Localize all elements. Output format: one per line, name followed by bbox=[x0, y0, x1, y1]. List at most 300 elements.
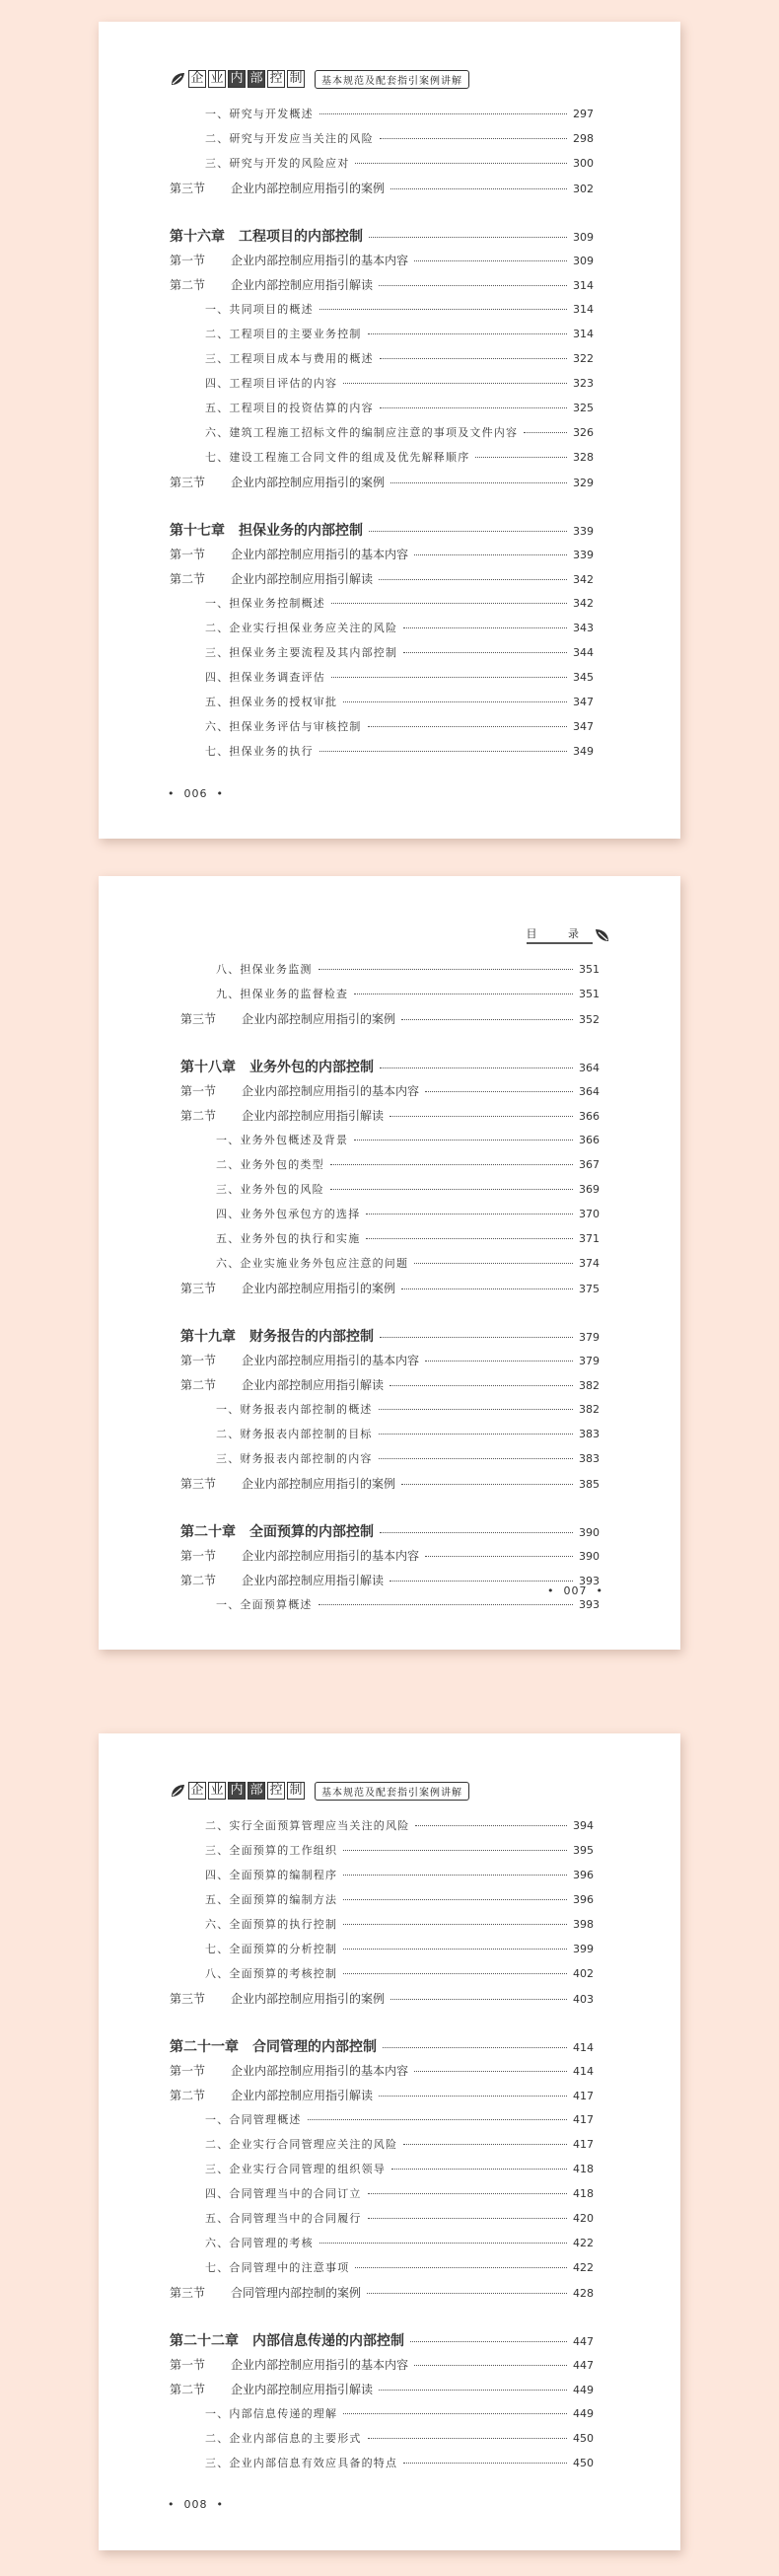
dot-leader bbox=[308, 2119, 567, 2120]
toc-page-number: 322 bbox=[573, 352, 594, 365]
dot-leader bbox=[368, 2193, 567, 2194]
toc-entry-title: 六、企业实施业务外包应注意的问题 bbox=[216, 1257, 409, 1270]
toc-item-row bbox=[180, 1401, 600, 1426]
toc-item-row bbox=[170, 1891, 594, 1916]
dot-leader bbox=[379, 285, 567, 286]
toc-chapter-row bbox=[170, 226, 594, 252]
dot-leader bbox=[401, 1019, 573, 1020]
dot-leader bbox=[343, 1924, 567, 1925]
toc-page-number: 326 bbox=[573, 426, 594, 439]
toc-section-row bbox=[170, 570, 594, 595]
toc-item-row bbox=[180, 1450, 600, 1475]
toc-entry-title: 三、研究与开发的风险应对 bbox=[205, 157, 350, 170]
toc-section-row bbox=[170, 2284, 594, 2309]
toc-page-number: 339 bbox=[573, 549, 594, 561]
toc-entry-title: 二、工程项目的主要业务控制 bbox=[205, 328, 362, 340]
toc-entry-title: 一、共同项目的概述 bbox=[205, 303, 314, 316]
page-number-value: 006 bbox=[183, 787, 208, 800]
dot-leader bbox=[366, 1238, 573, 1239]
toc-page-number: 325 bbox=[573, 402, 594, 414]
toc-item-row bbox=[170, 130, 594, 155]
dot-leader bbox=[425, 1091, 573, 1092]
toc-item-row bbox=[170, 2136, 594, 2161]
toc-entry-title: 五、工程项目的投资估算的内容 bbox=[205, 402, 374, 414]
toc-entry-title: 第十七章 担保业务的内部控制 bbox=[170, 523, 363, 539]
toc-entry-title: 七、建设工程施工合同文件的组成及优先解释顺序 bbox=[205, 451, 470, 464]
toc-page-number: 367 bbox=[579, 1158, 600, 1171]
toc-entry-title: 企业内部控制应用指引的案例 bbox=[242, 1477, 396, 1491]
toc-chapter-row bbox=[180, 1326, 600, 1352]
dot-leader bbox=[379, 1458, 573, 1459]
dot-leader bbox=[380, 407, 567, 408]
dot-leader bbox=[403, 2463, 567, 2464]
toc-section-number: 第三节 bbox=[170, 476, 206, 489]
toc-entry-title: 企业内部控制应用指引的基本内容 bbox=[242, 1354, 420, 1367]
toc-item-row bbox=[170, 350, 594, 375]
toc-section-number: 第一节 bbox=[170, 2064, 206, 2078]
toc-section-number: 第三节 bbox=[180, 1282, 217, 1295]
toc-entry-title: 三、业务外包的风险 bbox=[216, 1183, 324, 1196]
toc-item-row bbox=[180, 1255, 600, 1280]
toc-page-number: 366 bbox=[579, 1134, 600, 1146]
toc-section-row bbox=[180, 1082, 600, 1107]
dot-leader bbox=[368, 2438, 567, 2439]
toc-entry-title: 五、全面预算的编制方法 bbox=[205, 1893, 338, 1906]
toc-item-row bbox=[170, 595, 594, 620]
toc-page-number: 364 bbox=[579, 1062, 600, 1074]
dot-leader bbox=[390, 1385, 573, 1386]
toc-entry-title: 第二十二章 内部信息传递的内部控制 bbox=[170, 2333, 404, 2349]
toc-entry-title: 六、建筑工程施工招标文件的编制应注意的事项及文件内容 bbox=[205, 426, 519, 439]
toc-entry-title: 企业内部控制应用指引解读 bbox=[231, 572, 374, 586]
toc-entry-title: 五、业务外包的执行和实施 bbox=[216, 1232, 361, 1245]
running-header bbox=[527, 925, 614, 944]
toc-entry-title: 六、担保业务评估与审核控制 bbox=[205, 720, 362, 733]
toc-section-row bbox=[180, 1376, 600, 1401]
toc-page-number: 447 bbox=[573, 2335, 594, 2348]
toc-entry-title: 四、业务外包承包方的选择 bbox=[216, 1208, 361, 1220]
dot-leader bbox=[343, 1949, 567, 1950]
toc-entry-title: 第十八章 业务外包的内部控制 bbox=[180, 1060, 374, 1075]
toc-page-number: 370 bbox=[579, 1208, 600, 1220]
title-char: 内 bbox=[228, 1782, 246, 1800]
toc-section-row bbox=[180, 1280, 600, 1304]
toc-page-number: 314 bbox=[573, 328, 594, 340]
toc-item-row bbox=[170, 2111, 594, 2136]
toc-section-row bbox=[180, 1352, 600, 1376]
dot-leader bbox=[401, 1288, 573, 1289]
toc-section-number: 第二节 bbox=[170, 278, 206, 292]
toc-item-row bbox=[180, 1132, 600, 1156]
dot-leader bbox=[369, 237, 567, 238]
toc-entry-title: 企业内部控制应用指引的案例 bbox=[231, 182, 386, 195]
toc-page-number: 382 bbox=[579, 1403, 600, 1416]
leaf-logo-icon bbox=[170, 71, 185, 87]
toc-entry-title: 三、工程项目成本与费用的概述 bbox=[205, 352, 374, 365]
toc-page-number: 309 bbox=[573, 231, 594, 244]
dot-leader bbox=[343, 1973, 567, 1974]
book-page-008 bbox=[99, 1733, 680, 2550]
book-title-boxes bbox=[188, 1782, 307, 1800]
dot-leader bbox=[414, 1263, 573, 1264]
dot-leader bbox=[369, 531, 567, 532]
toc-section-row bbox=[170, 2381, 594, 2405]
toc-entry-title: 企业内部控制应用指引的基本内容 bbox=[231, 254, 409, 267]
title-char: 控 bbox=[267, 70, 285, 88]
title-char: 内 bbox=[228, 70, 246, 88]
toc-entry-title: 四、全面预算的编制程序 bbox=[205, 1869, 338, 1881]
book-page-006 bbox=[99, 22, 680, 839]
dot-leader bbox=[379, 2390, 567, 2391]
toc-entry-title: 二、实行全面预算管理应当关注的风险 bbox=[205, 1819, 410, 1832]
toc-item-row bbox=[170, 2430, 594, 2455]
toc-item-row bbox=[170, 694, 594, 718]
toc-section-row bbox=[170, 2087, 594, 2111]
toc-page-number: 300 bbox=[573, 157, 594, 170]
toc-item-row bbox=[180, 1206, 600, 1230]
toc-section-row bbox=[170, 180, 594, 204]
toc-entry-title: 企业内部控制应用指引的基本内容 bbox=[242, 1549, 420, 1563]
toc-list bbox=[170, 1817, 594, 2479]
toc-item-row bbox=[170, 620, 594, 644]
dot-leader bbox=[380, 138, 567, 139]
toc-page-number: 393 bbox=[579, 1575, 600, 1587]
toc-entry-title: 六、合同管理的考核 bbox=[205, 2237, 314, 2249]
toc-entry-title: 一、担保业务控制概述 bbox=[205, 597, 325, 610]
toc-section-number: 第一节 bbox=[170, 254, 206, 267]
toc-item-row bbox=[170, 400, 594, 424]
toc-entry-title: 第十六章 工程项目的内部控制 bbox=[170, 229, 363, 245]
toc-page-number: 450 bbox=[573, 2432, 594, 2445]
toc-page-number: 395 bbox=[573, 1844, 594, 1857]
dot-leader bbox=[319, 751, 567, 752]
toc-entry-title: 二、财务报表内部控制的目标 bbox=[216, 1428, 373, 1440]
toc-page-number: 343 bbox=[573, 622, 594, 634]
toc-section-number: 第二节 bbox=[180, 1574, 217, 1587]
toc-section-number: 第一节 bbox=[170, 548, 206, 561]
toc-page-number: 364 bbox=[579, 1085, 600, 1098]
title-char: 企 bbox=[188, 1782, 206, 1800]
toc-entry-title: 第二十一章 合同管理的内部控制 bbox=[170, 2039, 377, 2055]
toc-page-number: 422 bbox=[573, 2237, 594, 2249]
toc-entry-title: 八、担保业务监测 bbox=[216, 963, 313, 976]
dot-leader bbox=[401, 1484, 573, 1485]
toc-page-number: 447 bbox=[573, 2359, 594, 2372]
toc-item-row bbox=[180, 1181, 600, 1206]
toc-page-number: 369 bbox=[579, 1183, 600, 1196]
dot-leader bbox=[414, 2365, 567, 2366]
title-char: 制 bbox=[287, 1782, 305, 1800]
toc-section-row bbox=[170, 546, 594, 570]
toc-entry-title: 企业内部控制应用指引解读 bbox=[231, 278, 374, 292]
dot-leader bbox=[343, 1875, 567, 1876]
toc-page-number: 314 bbox=[573, 279, 594, 292]
toc-section-row bbox=[180, 1475, 600, 1500]
toc-entry-title: 四、合同管理当中的合同订立 bbox=[205, 2187, 362, 2200]
toc-item-row bbox=[170, 2235, 594, 2259]
toc-section-number: 第二节 bbox=[170, 572, 206, 586]
toc-item-row bbox=[180, 1156, 600, 1181]
toc-item-row bbox=[170, 644, 594, 669]
toc-page-number: 329 bbox=[573, 477, 594, 489]
toc-page-number: 309 bbox=[573, 255, 594, 267]
dot-leader bbox=[379, 2096, 567, 2097]
toc-entry-title: 企业内部控制应用指引的案例 bbox=[231, 476, 386, 489]
running-header bbox=[170, 69, 469, 89]
dot-leader bbox=[367, 2293, 567, 2294]
dot-leader bbox=[330, 1189, 573, 1190]
dot-leader bbox=[319, 113, 567, 114]
toc-entry-title: 一、业务外包概述及背景 bbox=[216, 1134, 349, 1146]
toc-page-number: 418 bbox=[573, 2163, 594, 2175]
book-subtitle: 基本规范及配套指引案例讲解 bbox=[315, 70, 469, 89]
dot-leader bbox=[343, 1899, 567, 1900]
toc-item-row bbox=[180, 1596, 600, 1621]
title-char: 部 bbox=[248, 1782, 265, 1800]
page-number: • 008 • bbox=[168, 2498, 224, 2511]
toc-entry-title: 企业内部控制应用指引的案例 bbox=[242, 1282, 396, 1295]
toc-section-number: 第二节 bbox=[170, 2089, 206, 2102]
toc-entry-title: 四、担保业务调查评估 bbox=[205, 671, 325, 684]
leaf-logo-icon bbox=[595, 927, 610, 943]
toc-page-number: 366 bbox=[579, 1110, 600, 1123]
toc-section-row bbox=[170, 252, 594, 276]
toc-section-row bbox=[170, 2062, 594, 2087]
toc-section-number: 第三节 bbox=[180, 1012, 217, 1026]
toc-page-number: 352 bbox=[579, 1013, 600, 1026]
toc-page-number: 417 bbox=[573, 2090, 594, 2102]
toc-page-number: 390 bbox=[579, 1526, 600, 1539]
dot-leader bbox=[403, 627, 567, 628]
toc-page-number: 342 bbox=[573, 573, 594, 586]
toc-page-number: 398 bbox=[573, 1918, 594, 1931]
toc-chapter-row bbox=[180, 1057, 600, 1082]
dot-leader bbox=[524, 432, 567, 433]
toc-item-row bbox=[170, 2161, 594, 2185]
toc-page-number: 393 bbox=[579, 1598, 600, 1611]
dot-leader bbox=[475, 457, 567, 458]
toc-entry-title: 一、合同管理概述 bbox=[205, 2113, 302, 2126]
toc-item-row bbox=[170, 375, 594, 400]
dot-leader bbox=[379, 1409, 573, 1410]
toc-item-row bbox=[170, 301, 594, 326]
toc-list bbox=[180, 961, 600, 1621]
running-header bbox=[170, 1781, 469, 1801]
toc-item-row bbox=[170, 106, 594, 130]
toc-page-number: 414 bbox=[573, 2065, 594, 2078]
toc-entry-title: 五、合同管理当中的合同履行 bbox=[205, 2212, 362, 2225]
dot-leader bbox=[319, 969, 573, 970]
dot-leader bbox=[414, 260, 567, 261]
toc-item-row bbox=[170, 718, 594, 743]
toc-section-number: 第二节 bbox=[180, 1378, 217, 1392]
dot-leader bbox=[331, 603, 567, 604]
dot-leader bbox=[368, 333, 567, 334]
title-char: 业 bbox=[208, 70, 226, 88]
dot-leader bbox=[355, 163, 567, 164]
dot-leader bbox=[390, 1999, 567, 2000]
toc-page-number: 383 bbox=[579, 1428, 600, 1440]
leaf-logo-icon bbox=[170, 1783, 185, 1799]
dot-leader bbox=[319, 1604, 573, 1605]
toc-section-row bbox=[180, 1572, 600, 1596]
dot-leader bbox=[425, 1556, 573, 1557]
title-char: 业 bbox=[208, 1782, 226, 1800]
page-number: • 006 • bbox=[168, 787, 224, 800]
toc-section-number: 第三节 bbox=[170, 2286, 206, 2300]
toc-section-row bbox=[170, 2356, 594, 2381]
dot-leader bbox=[354, 1140, 573, 1141]
dot-leader bbox=[343, 383, 567, 384]
toc-entry-title: 二、企业实行合同管理应关注的风险 bbox=[205, 2138, 398, 2151]
dot-leader bbox=[410, 2341, 567, 2342]
dot-leader bbox=[368, 2218, 567, 2219]
toc-page-number: 375 bbox=[579, 1283, 600, 1295]
toc-entry-title: 三、企业实行合同管理的组织领导 bbox=[205, 2163, 386, 2175]
dot-leader bbox=[319, 309, 567, 310]
toc-chapter-row bbox=[170, 2036, 594, 2062]
dot-leader bbox=[331, 677, 567, 678]
toc-section-number: 第一节 bbox=[180, 1354, 217, 1367]
toc-page-number: 374 bbox=[579, 1257, 600, 1270]
toc-item-row bbox=[180, 986, 600, 1010]
dot-leader bbox=[343, 1850, 567, 1851]
toc-section-row bbox=[180, 1107, 600, 1132]
dot-leader bbox=[383, 2047, 567, 2048]
toc-page-number: 394 bbox=[573, 1819, 594, 1832]
title-char: 控 bbox=[267, 1782, 285, 1800]
toc-section-row bbox=[170, 1990, 594, 2015]
toc-section-row bbox=[170, 276, 594, 301]
dot-leader bbox=[380, 1067, 573, 1068]
toc-entry-title: 第十九章 财务报告的内部控制 bbox=[180, 1329, 374, 1345]
dot-leader bbox=[390, 482, 567, 483]
dot-leader bbox=[355, 2267, 567, 2268]
title-char: 制 bbox=[287, 70, 305, 88]
toc-item-row bbox=[180, 961, 600, 986]
toc-page-number: 345 bbox=[573, 671, 594, 684]
toc-entry-title: 三、全面预算的工作组织 bbox=[205, 1844, 338, 1857]
book-page-007 bbox=[99, 876, 680, 1650]
toc-entry-title: 企业内部控制应用指引的基本内容 bbox=[231, 2358, 409, 2372]
toc-page-number: 414 bbox=[573, 2041, 594, 2054]
toc-chapter-row bbox=[170, 2330, 594, 2356]
toc-page-number: 450 bbox=[573, 2457, 594, 2469]
toc-entry-title: 企业内部控制应用指引的基本内容 bbox=[242, 1084, 420, 1098]
toc-chapter-row bbox=[180, 1521, 600, 1547]
dot-leader bbox=[390, 188, 567, 189]
toc-page-number: 396 bbox=[573, 1893, 594, 1906]
book-subtitle: 基本规范及配套指引案例讲解 bbox=[315, 1782, 469, 1801]
toc-entry-title: 八、全面预算的考核控制 bbox=[205, 1967, 338, 1980]
dot-leader bbox=[414, 554, 567, 555]
dot-leader bbox=[330, 1164, 573, 1165]
toc-section-row bbox=[170, 474, 594, 498]
toc-item-row bbox=[170, 2210, 594, 2235]
toc-entry-title: 二、业务外包的类型 bbox=[216, 1158, 324, 1171]
toc-entry-title: 企业内部控制应用指引的基本内容 bbox=[231, 2064, 409, 2078]
toc-entry-title: 合同管理内部控制的案例 bbox=[231, 2286, 362, 2300]
toc-page-number: 297 bbox=[573, 108, 594, 120]
toc-section-row bbox=[180, 1547, 600, 1572]
toc-item-row bbox=[170, 155, 594, 180]
toc-section-number: 第三节 bbox=[170, 1992, 206, 2006]
toc-page-number: 302 bbox=[573, 183, 594, 195]
toc-entry-title: 五、担保业务的授权审批 bbox=[205, 696, 338, 708]
toc-page-number: 449 bbox=[573, 2407, 594, 2420]
toc-page-number: 379 bbox=[579, 1331, 600, 1344]
toc-section-number: 第一节 bbox=[180, 1084, 217, 1098]
toc-page-number: 417 bbox=[573, 2113, 594, 2126]
dot-leader bbox=[415, 1825, 567, 1826]
toc-page-number: 349 bbox=[573, 745, 594, 758]
toc-entry-title: 企业内部控制应用指引的基本内容 bbox=[231, 548, 409, 561]
title-char: 企 bbox=[188, 70, 206, 88]
dot-leader bbox=[380, 358, 567, 359]
toc-entry-title: 企业内部控制应用指引的案例 bbox=[231, 1992, 386, 2006]
toc-section-number: 第三节 bbox=[170, 182, 206, 195]
page-number-value: 007 bbox=[563, 1584, 588, 1597]
dot-leader bbox=[425, 1361, 573, 1362]
toc-page-number: 399 bbox=[573, 1943, 594, 1955]
book-title-boxes bbox=[188, 70, 307, 88]
toc-item-row bbox=[170, 2259, 594, 2284]
toc-list bbox=[170, 106, 594, 768]
toc-page-number: 418 bbox=[573, 2187, 594, 2200]
toc-page-number: 417 bbox=[573, 2138, 594, 2151]
toc-item-row bbox=[170, 449, 594, 474]
dot-leader bbox=[390, 1581, 573, 1582]
title-char: 部 bbox=[248, 70, 265, 88]
toc-page-number: 298 bbox=[573, 132, 594, 145]
toc-item-row bbox=[170, 743, 594, 768]
toc-item-row bbox=[170, 1965, 594, 1990]
toc-header-label: 目 录 bbox=[527, 925, 594, 944]
toc-entry-title: 四、工程项目评估的内容 bbox=[205, 377, 338, 390]
toc-entry-title: 企业内部控制应用指引解读 bbox=[242, 1574, 385, 1587]
toc-entry-title: 一、研究与开发概述 bbox=[205, 108, 314, 120]
dot-leader bbox=[368, 726, 567, 727]
toc-item-row bbox=[170, 1842, 594, 1867]
dot-leader bbox=[380, 1337, 573, 1338]
toc-section-number: 第一节 bbox=[170, 2358, 206, 2372]
toc-item-row bbox=[170, 1817, 594, 1842]
dot-leader bbox=[403, 652, 567, 653]
toc-entry-title: 三、担保业务主要流程及其内部控制 bbox=[205, 646, 398, 659]
toc-entry-title: 七、全面预算的分析控制 bbox=[205, 1943, 338, 1955]
toc-section-number: 第一节 bbox=[180, 1549, 217, 1563]
dot-leader bbox=[379, 579, 567, 580]
toc-page-number: 328 bbox=[573, 451, 594, 464]
toc-page-number: 347 bbox=[573, 696, 594, 708]
toc-section-number: 第三节 bbox=[180, 1477, 217, 1491]
toc-entry-title: 一、全面预算概述 bbox=[216, 1598, 313, 1611]
toc-section-row bbox=[180, 1010, 600, 1035]
toc-item-row bbox=[180, 1230, 600, 1255]
dot-leader bbox=[380, 1532, 573, 1533]
toc-page-number: 314 bbox=[573, 303, 594, 316]
toc-page-number: 402 bbox=[573, 1967, 594, 1980]
toc-page-number: 403 bbox=[573, 1993, 594, 2006]
toc-item-row bbox=[170, 1867, 594, 1891]
toc-item-row bbox=[170, 1941, 594, 1965]
toc-entry-title: 企业内部控制应用指引解读 bbox=[242, 1378, 385, 1392]
toc-entry-title: 第二十章 全面预算的内部控制 bbox=[180, 1524, 374, 1540]
toc-entry-title: 二、企业内部信息的主要形式 bbox=[205, 2432, 362, 2445]
toc-page-number: 420 bbox=[573, 2212, 594, 2225]
toc-page-number: 347 bbox=[573, 720, 594, 733]
dot-leader bbox=[343, 2413, 567, 2414]
